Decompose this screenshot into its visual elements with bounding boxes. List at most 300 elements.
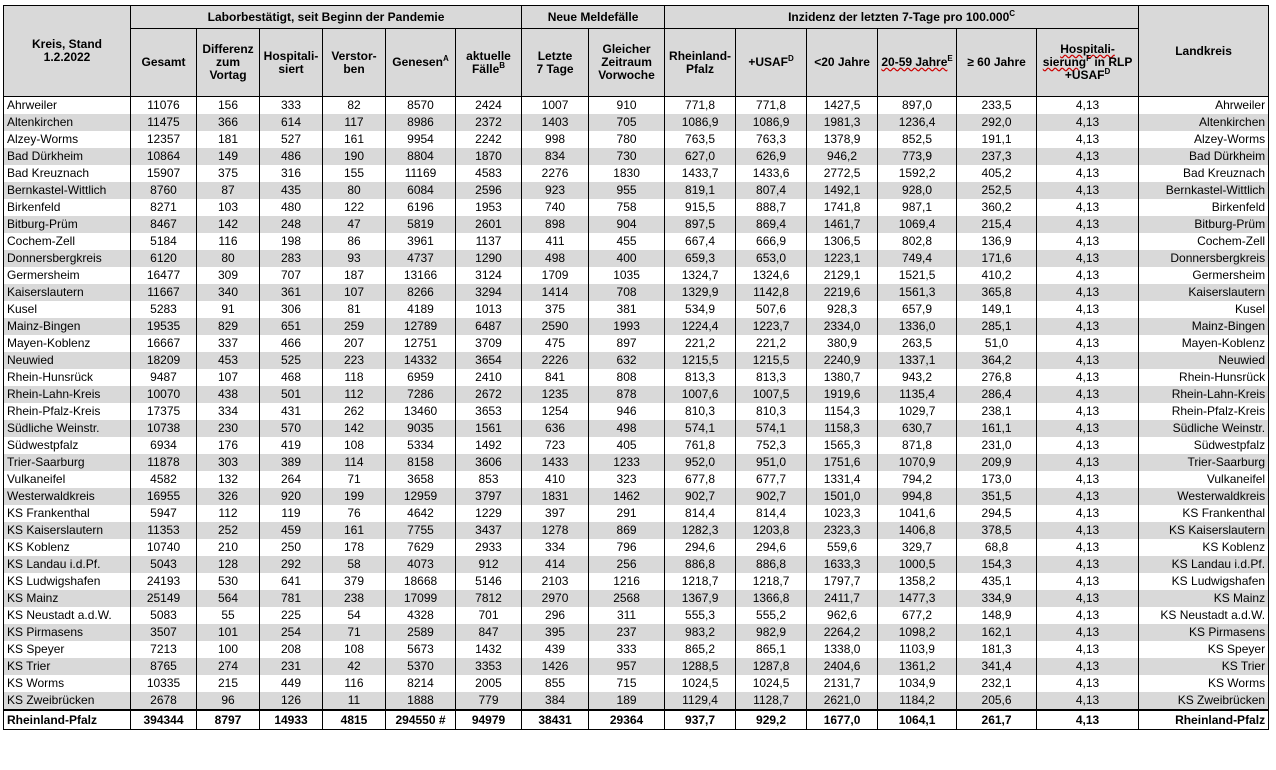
table-cell: 897,0 — [878, 97, 957, 115]
table-cell: 468 — [260, 369, 323, 386]
table-cell: 780 — [589, 131, 665, 148]
header-group-laborbestaetigt: Laborbestätigt, seit Beginn der Pandemie — [131, 6, 522, 29]
table-cell: 112 — [197, 505, 260, 522]
table-cell: 4582 — [131, 471, 197, 488]
table-row — [4, 284, 1269, 301]
cell-kreis: KS Worms — [4, 675, 131, 692]
table-cell: 285,1 — [957, 318, 1037, 335]
table-cell: 384 — [522, 692, 589, 710]
table-cell: 334,9 — [957, 590, 1037, 607]
table-cell: 1215,5 — [665, 352, 736, 369]
table-cell: 1287,8 — [736, 658, 807, 675]
table-cell: 176 — [197, 437, 260, 454]
cell-landkreis: Rheinland-Pfalz — [1139, 710, 1269, 730]
table-cell: 18668 — [386, 573, 456, 590]
cell-landkreis: KS Kaiserslautern — [1139, 522, 1269, 539]
table-cell: 1870 — [456, 148, 522, 165]
table-cell: 238,1 — [957, 403, 1037, 420]
table-cell: 4,13 — [1037, 131, 1139, 148]
table-cell: 252 — [197, 522, 260, 539]
table-cell: 4,13 — [1037, 216, 1139, 233]
table-cell: 653,0 — [736, 250, 807, 267]
table-cell: 1521,5 — [878, 267, 957, 284]
table-cell: 149 — [197, 148, 260, 165]
table-cell: 480 — [260, 199, 323, 216]
table-cell: 4,13 — [1037, 675, 1139, 692]
covid-table — [3, 5, 1269, 730]
table-cell: 1142,8 — [736, 284, 807, 301]
table-cell: 555,2 — [736, 607, 807, 624]
table-cell: 252,5 — [957, 182, 1037, 199]
table-cell: 11169 — [386, 165, 456, 182]
table-cell: 351,5 — [957, 488, 1037, 505]
table-cell: 4,13 — [1037, 301, 1139, 318]
table-cell: 107 — [197, 369, 260, 386]
table-cell: 829 — [197, 318, 260, 335]
table-cell: 525 — [260, 352, 323, 369]
table-cell: 871,8 — [878, 437, 957, 454]
table-cell: 564 — [197, 590, 260, 607]
table-cell: 87 — [197, 182, 260, 199]
table-cell: 1751,6 — [807, 454, 878, 471]
table-cell: 10864 — [131, 148, 197, 165]
table-cell: 5673 — [386, 641, 456, 658]
table-cell: 677,2 — [878, 607, 957, 624]
table-row — [4, 641, 1269, 658]
table-cell: 527 — [260, 131, 323, 148]
table-cell: 3658 — [386, 471, 456, 488]
table-cell: 1024,5 — [736, 675, 807, 692]
table-cell: 657,9 — [878, 301, 957, 318]
table-cell: 910 — [589, 97, 665, 115]
table-cell: 758 — [589, 199, 665, 216]
table-cell: 294,6 — [736, 539, 807, 556]
table-cell: 431 — [260, 403, 323, 420]
table-cell: 14332 — [386, 352, 456, 369]
table-cell: 701 — [456, 607, 522, 624]
cell-kreis: KS Pirmasens — [4, 624, 131, 641]
table-cell: 237,3 — [957, 148, 1037, 165]
cell-kreis: KS Neustadt a.d.W. — [4, 607, 131, 624]
table-cell: 1254 — [522, 403, 589, 420]
table-cell: 1007,5 — [736, 386, 807, 403]
table-cell: 1414 — [522, 284, 589, 301]
table-cell: 4,13 — [1037, 352, 1139, 369]
table-cell: 1831 — [522, 488, 589, 505]
table-cell: 438 — [197, 386, 260, 403]
table-cell: 794,2 — [878, 471, 957, 488]
cell-landkreis: KS Ludwigshafen — [1139, 573, 1269, 590]
table-cell: 1592,2 — [878, 165, 957, 182]
header-landkreis: Landkreis — [1139, 6, 1269, 97]
table-cell: 13166 — [386, 267, 456, 284]
cell-landkreis: Bitburg-Prüm — [1139, 216, 1269, 233]
table-cell: 286,4 — [957, 386, 1037, 403]
table-cell: 435 — [260, 182, 323, 199]
table-cell: 311 — [589, 607, 665, 624]
table-cell: 42 — [323, 658, 386, 675]
header-20-59: 20-59 Jahre$^E$ — [878, 29, 957, 97]
table-cell: 904 — [589, 216, 665, 233]
table-cell: 3124 — [456, 267, 522, 284]
cell-kreis: Rhein-Pfalz-Kreis — [4, 403, 131, 420]
table-cell: 4,13 — [1037, 641, 1139, 658]
table-cell: 808 — [589, 369, 665, 386]
table-cell: 4189 — [386, 301, 456, 318]
table-cell: 394344 — [131, 710, 197, 730]
table-cell: 2410 — [456, 369, 522, 386]
table-cell: 855 — [522, 675, 589, 692]
table-cell: 3961 — [386, 233, 456, 250]
table-cell: 96 — [197, 692, 260, 710]
table-cell: 264 — [260, 471, 323, 488]
table-cell: 132 — [197, 471, 260, 488]
table-cell: 93 — [323, 250, 386, 267]
cell-kreis: KS Frankenthal — [4, 505, 131, 522]
table-cell: 8271 — [131, 199, 197, 216]
table-cell: 233,5 — [957, 97, 1037, 115]
table-cell: 231,0 — [957, 437, 1037, 454]
table-cell: 810,3 — [736, 403, 807, 420]
table-cell: 7629 — [386, 539, 456, 556]
table-cell: 740 — [522, 199, 589, 216]
table-cell: 5283 — [131, 301, 197, 318]
table-cell: 1086,9 — [736, 114, 807, 131]
table-cell: 813,3 — [736, 369, 807, 386]
table-cell: 771,8 — [736, 97, 807, 115]
header-verstorben: Verstor- ben — [323, 29, 386, 97]
table-cell: 666,9 — [736, 233, 807, 250]
table-cell: 181 — [197, 131, 260, 148]
table-cell: 677,7 — [736, 471, 807, 488]
table-cell: 7213 — [131, 641, 197, 658]
table-cell: 326 — [197, 488, 260, 505]
table-cell: 449 — [260, 675, 323, 692]
header-hospitalisiert: Hospitali- siert — [260, 29, 323, 97]
cell-landkreis: Neuwied — [1139, 352, 1269, 369]
table-cell: 5043 — [131, 556, 197, 573]
table-cell: 705 — [589, 114, 665, 131]
table-cell: 112 — [323, 386, 386, 403]
table-cell: 466 — [260, 335, 323, 352]
table-cell: 334 — [197, 403, 260, 420]
table-cell: 161 — [323, 131, 386, 148]
table-cell: 1919,6 — [807, 386, 878, 403]
table-cell: 929,2 — [736, 710, 807, 730]
cell-kreis: Bad Kreuznach — [4, 165, 131, 182]
table-cell: 813,3 — [665, 369, 736, 386]
header-group-inzidenz: Inzidenz der letzten 7-Tage pro $100.000^C$ — [665, 6, 1139, 29]
table-row — [4, 301, 1269, 318]
table-cell: 869 — [589, 522, 665, 539]
table-cell: 210 — [197, 539, 260, 556]
table-cell: 405 — [589, 437, 665, 454]
table-row — [4, 522, 1269, 539]
table-cell: 156 — [197, 97, 260, 115]
table-cell: 1290 — [456, 250, 522, 267]
table-cell: 24193 — [131, 573, 197, 590]
table-cell: 9954 — [386, 131, 456, 148]
table-cell: 865,1 — [736, 641, 807, 658]
table-cell: 5146 — [456, 573, 522, 590]
table-cell: 1007 — [522, 97, 589, 115]
table-cell: 1135,4 — [878, 386, 957, 403]
table-cell: 261,7 — [957, 710, 1037, 730]
table-cell: 189 — [589, 692, 665, 710]
table-cell: 8570 — [386, 97, 456, 115]
table-cell: 1203,8 — [736, 522, 807, 539]
table-cell: 19535 — [131, 318, 197, 335]
table-cell: 677,8 — [665, 471, 736, 488]
table-cell: 2129,1 — [807, 267, 878, 284]
cell-landkreis: KS Landau i.d.Pf. — [1139, 556, 1269, 573]
cell-kreis: Südwestpfalz — [4, 437, 131, 454]
table-cell: 3294 — [456, 284, 522, 301]
table-cell: 11667 — [131, 284, 197, 301]
table-cell: 998 — [522, 131, 589, 148]
table-cell: 2334,0 — [807, 318, 878, 335]
table-cell: 283 — [260, 250, 323, 267]
table-cell: 486 — [260, 148, 323, 165]
table-cell: 946 — [589, 403, 665, 420]
table-cell: 1331,4 — [807, 471, 878, 488]
table-cell: 555,3 — [665, 607, 736, 624]
table-cell: 209,9 — [957, 454, 1037, 471]
table-cell: 80 — [323, 182, 386, 199]
table-cell: 1223,1 — [807, 250, 878, 267]
cell-kreis: KS Kaiserslautern — [4, 522, 131, 539]
table-row — [4, 454, 1269, 471]
table-cell: 4,13 — [1037, 658, 1139, 675]
table-cell: 1229 — [456, 505, 522, 522]
table-cell: 2240,9 — [807, 352, 878, 369]
table-cell: 81 — [323, 301, 386, 318]
table-cell: 292,0 — [957, 114, 1037, 131]
table-cell: 378,5 — [957, 522, 1037, 539]
table-cell: 5947 — [131, 505, 197, 522]
cell-kreis: Bad Dürkheim — [4, 148, 131, 165]
table-cell: 16667 — [131, 335, 197, 352]
table-cell: 11353 — [131, 522, 197, 539]
table-row — [4, 437, 1269, 454]
table-cell: 1380,7 — [807, 369, 878, 386]
table-cell: 853 — [456, 471, 522, 488]
table-cell: 337 — [197, 335, 260, 352]
table-cell: 574,1 — [736, 420, 807, 437]
table-cell: 162,1 — [957, 624, 1037, 641]
header-rheinland-pfalz: Rheinland- Pfalz — [665, 29, 736, 97]
header-gleicher-zeitraum: Gleicher Zeitraum Vorwoche — [589, 29, 665, 97]
table-cell: 237 — [589, 624, 665, 641]
table-cell: 5184 — [131, 233, 197, 250]
table-cell: 2424 — [456, 97, 522, 115]
table-cell: 101 — [197, 624, 260, 641]
table-cell: 259 — [323, 318, 386, 335]
table-cell: 4,13 — [1037, 437, 1139, 454]
table-cell: 4642 — [386, 505, 456, 522]
cell-kreis: KS Mainz — [4, 590, 131, 607]
table-cell: 1797,7 — [807, 573, 878, 590]
table-cell: 309 — [197, 267, 260, 284]
table-cell: 254 — [260, 624, 323, 641]
table-cell: 983,2 — [665, 624, 736, 641]
table-cell: 276,8 — [957, 369, 1037, 386]
table-cell: 834 — [522, 148, 589, 165]
table-cell: 294,5 — [957, 505, 1037, 522]
table-cell: 2219,6 — [807, 284, 878, 301]
table-cell: 230 — [197, 420, 260, 437]
table-cell: 8804 — [386, 148, 456, 165]
table-row — [4, 131, 1269, 148]
table-cell: 221,2 — [736, 335, 807, 352]
table-cell: 86 — [323, 233, 386, 250]
table-cell: 1830 — [589, 165, 665, 182]
table-cell: 3653 — [456, 403, 522, 420]
table-cell: 779 — [456, 692, 522, 710]
table-cell: 902,7 — [665, 488, 736, 505]
table-cell: 807,4 — [736, 182, 807, 199]
cell-kreis: Südliche Weinstr. — [4, 420, 131, 437]
table-cell: 1306,5 — [807, 233, 878, 250]
table-cell: 178 — [323, 539, 386, 556]
table-cell: 1236,4 — [878, 114, 957, 131]
table-cell: 400 — [589, 250, 665, 267]
table-cell: 1367,9 — [665, 590, 736, 607]
cell-kreis: Altenkirchen — [4, 114, 131, 131]
table-cell: 136,9 — [957, 233, 1037, 250]
table-cell: 763,3 — [736, 131, 807, 148]
table-cell: 379 — [323, 573, 386, 590]
table-cell: 3606 — [456, 454, 522, 471]
table-cell: 730 — [589, 148, 665, 165]
table-cell: 1336,0 — [878, 318, 957, 335]
cell-kreis: KS Ludwigshafen — [4, 573, 131, 590]
table-cell: 410,2 — [957, 267, 1037, 284]
table-cell: 294,6 — [665, 539, 736, 556]
cell-landkreis: Cochem-Zell — [1139, 233, 1269, 250]
table-cell: 847 — [456, 624, 522, 641]
table-cell: 1993 — [589, 318, 665, 335]
table-cell: 501 — [260, 386, 323, 403]
table-cell: 2131,7 — [807, 675, 878, 692]
cell-kreis: Alzey-Worms — [4, 131, 131, 148]
table-row — [4, 556, 1269, 573]
cell-kreis: Mainz-Bingen — [4, 318, 131, 335]
table-cell: 4,13 — [1037, 182, 1139, 199]
table-cell: 117 — [323, 114, 386, 131]
table-row — [4, 148, 1269, 165]
table-cell: 71 — [323, 471, 386, 488]
table-cell: 771,8 — [665, 97, 736, 115]
table-cell: 781 — [260, 590, 323, 607]
table-cell: 13460 — [386, 403, 456, 420]
table-cell: 118 — [323, 369, 386, 386]
table-cell: 4,13 — [1037, 710, 1139, 730]
cell-landkreis: Birkenfeld — [1139, 199, 1269, 216]
table-cell: 14933 — [260, 710, 323, 730]
table-cell: 364,2 — [957, 352, 1037, 369]
table-row — [4, 539, 1269, 556]
table-cell: 814,4 — [736, 505, 807, 522]
table-cell: 410 — [522, 471, 589, 488]
table-row — [4, 675, 1269, 692]
table-cell: 223 — [323, 352, 386, 369]
table-cell: 8266 — [386, 284, 456, 301]
cell-landkreis: Alzey-Worms — [1139, 131, 1269, 148]
table-cell: 708 — [589, 284, 665, 301]
cell-landkreis: Bad Kreuznach — [1139, 165, 1269, 182]
table-cell: 1501,0 — [807, 488, 878, 505]
cell-landkreis: Ahrweiler — [1139, 97, 1269, 115]
cell-kreis: Rhein-Lahn-Kreis — [4, 386, 131, 403]
table-cell: 1709 — [522, 267, 589, 284]
table-cell: 2372 — [456, 114, 522, 131]
table-cell: 1633,3 — [807, 556, 878, 573]
table-cell: 4,13 — [1037, 607, 1139, 624]
table-cell: 435,1 — [957, 573, 1037, 590]
table-row — [4, 386, 1269, 403]
table-cell: 103 — [197, 199, 260, 216]
table-cell: 414 — [522, 556, 589, 573]
table-cell: 852,5 — [878, 131, 957, 148]
table-cell: 4,13 — [1037, 454, 1139, 471]
table-cell: 498 — [522, 250, 589, 267]
table-cell: 4,13 — [1037, 284, 1139, 301]
table-cell: 360,2 — [957, 199, 1037, 216]
table-cell: 11076 — [131, 97, 197, 115]
table-row — [4, 590, 1269, 607]
table-cell: 439 — [522, 641, 589, 658]
table-cell: 4,13 — [1037, 267, 1139, 284]
table-cell: 7286 — [386, 386, 456, 403]
cell-kreis: Vulkaneifel — [4, 471, 131, 488]
table-cell: 1029,7 — [878, 403, 957, 420]
header-usaf: $+USAF^D$ — [736, 29, 807, 97]
cell-kreis: Kaiserslautern — [4, 284, 131, 301]
table-cell: 1741,8 — [807, 199, 878, 216]
table-cell: 4,13 — [1037, 335, 1139, 352]
table-cell: 6084 — [386, 182, 456, 199]
table-cell: 1433 — [522, 454, 589, 471]
table-cell: 1158,3 — [807, 420, 878, 437]
table-row — [4, 488, 1269, 505]
table-cell: 715 — [589, 675, 665, 692]
table-cell: 5370 — [386, 658, 456, 675]
table-cell: 419 — [260, 437, 323, 454]
table-cell: 4,13 — [1037, 97, 1139, 115]
table-cell: 534,9 — [665, 301, 736, 318]
table-cell: 231 — [260, 658, 323, 675]
table-cell: 1007,6 — [665, 386, 736, 403]
table-cell: 58 — [323, 556, 386, 573]
table-cell: 4583 — [456, 165, 522, 182]
table-cell: 397 — [522, 505, 589, 522]
table-cell: 1224,4 — [665, 318, 736, 335]
table-cell: 632 — [589, 352, 665, 369]
cell-landkreis: Mayen-Koblenz — [1139, 335, 1269, 352]
table-cell: 291 — [589, 505, 665, 522]
table-cell: 17375 — [131, 403, 197, 420]
header-aktuelle-faelle: aktuelle Fälle$^B$ — [456, 29, 522, 97]
table-cell: 4,13 — [1037, 573, 1139, 590]
table-cell: 6120 — [131, 250, 197, 267]
table-cell: 2590 — [522, 318, 589, 335]
table-cell: 248 — [260, 216, 323, 233]
cell-landkreis: Rhein-Hunsrück — [1139, 369, 1269, 386]
cell-kreis: KS Koblenz — [4, 539, 131, 556]
table-cell: 8214 — [386, 675, 456, 692]
table-row — [4, 250, 1269, 267]
